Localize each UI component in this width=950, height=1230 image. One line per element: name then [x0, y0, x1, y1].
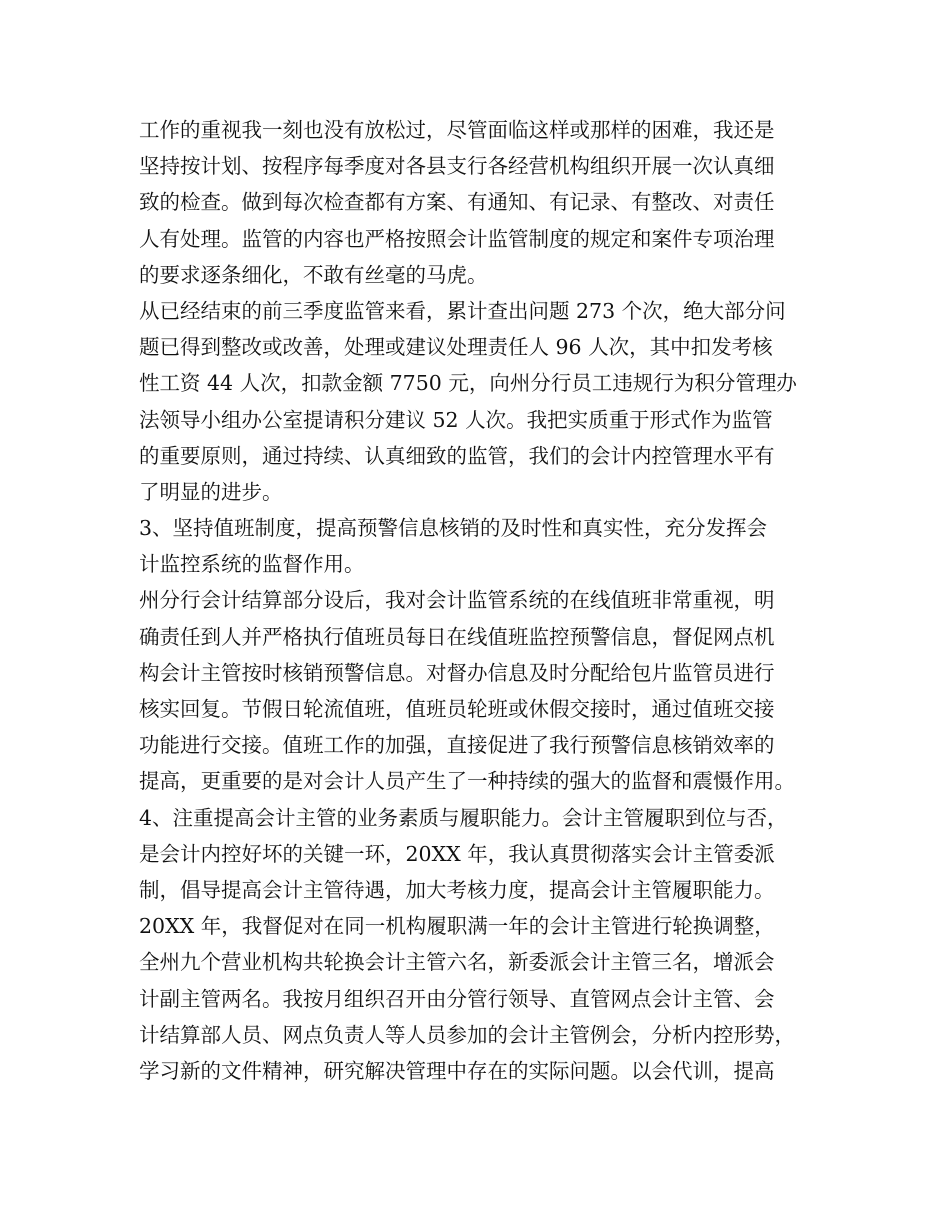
text-line: 功能进行交接。值班工作的加强，直接促进了我行预警信息核销效率的 — [139, 733, 775, 758]
text-line: 核实回复。节假日轮流值班，值班员轮班或休假交接时，通过值班交接 — [139, 697, 775, 721]
text-line: 从已经结束的前三季度监管来看，累计查出问题 273 个次，绝大部分问 — [139, 298, 786, 323]
text-line: 人有处理。监管的内容也严格按照会计监管制度的规定和案件专项治理 — [139, 226, 775, 251]
text-line: 20XX 年，我督促对在同一机构履职满一年的会计主管进行轮换调整， — [139, 914, 775, 939]
text-line: 致的检查。做到每次检查都有方案、有通知、有记录、有整改、对责任 — [139, 190, 775, 215]
text-line: 计结算部人员、网点负责人等人员参加的会计主管例会，分析内控形势， — [139, 1022, 795, 1047]
text-line: 全州九个营业机构共轮换会计主管六名，新委派会计主管三名，增派会 — [139, 950, 775, 975]
text-line: 了明显的进步。 — [139, 479, 283, 504]
text-line: 坚持按计划、按程序每季度对各县支行各经营机构组织开展一次认真细 — [139, 154, 775, 179]
text-line: 学习新的文件精神，研究解决管理中存在的实际问题。以会代训，提高 — [139, 1058, 775, 1083]
text-line: 提高，更重要的是对会计人员产生了一种持续的强大的监督和震慑作用。 — [139, 769, 795, 794]
text-line: 确责任到人并严格执行值班员每日在线值班监控预警信息，督促网点机 — [139, 624, 775, 649]
text-line: 计副主管两名。我按月组织召开由分管行领导、直管网点会计主管、会 — [139, 986, 775, 1011]
text-line: 3、坚持值班制度，提高预警信息核销的及时性和真实性，充分发挥会 — [139, 516, 768, 541]
text-line: 制，倡导提高会计主管待遇，加大考核力度，提高会计主管履职能力。 — [139, 877, 775, 902]
text-line: 工作的重视我一刻也没有放松过，尽管面临这样或那样的困难，我还是 — [139, 118, 775, 142]
text-line: 计监控系统的监督作用。 — [139, 552, 365, 577]
text-line: 法领导小组办公室提请积分建议 52 人次。我把实质重于形式作为监管 — [139, 407, 773, 432]
body-text — [139, 112, 839, 1089]
text-line: 4、注重提高会计主管的业务素质与履职能力。会计主管履职到位与否， — [139, 805, 788, 830]
text-line: 题已得到整改或改善，处理或建议处理责任人 96 人次，其中扣发考核 — [139, 335, 773, 360]
text-line: 性工资 44 人次，扣款金额 7750 元，向州分行员工违规行为积分管理办 — [139, 371, 797, 396]
text-line: 是会计内控好坏的关键一环，20XX 年，我认真贯彻落实会计主管委派 — [139, 841, 775, 866]
text-line: 构会计主管按时核销预警信息。对督办信息及时分配给包片监管员进行 — [139, 660, 775, 685]
text-line: 的重要原则，通过持续、认真细致的监管，我们的会计内控管理水平有 — [139, 443, 775, 468]
text-line: 的要求逐条细化，不敢有丝毫的马虎。 — [139, 262, 488, 287]
text-line: 州分行会计结算部分设后，我对会计监管系统的在线值班非常重视，明 — [139, 588, 775, 613]
